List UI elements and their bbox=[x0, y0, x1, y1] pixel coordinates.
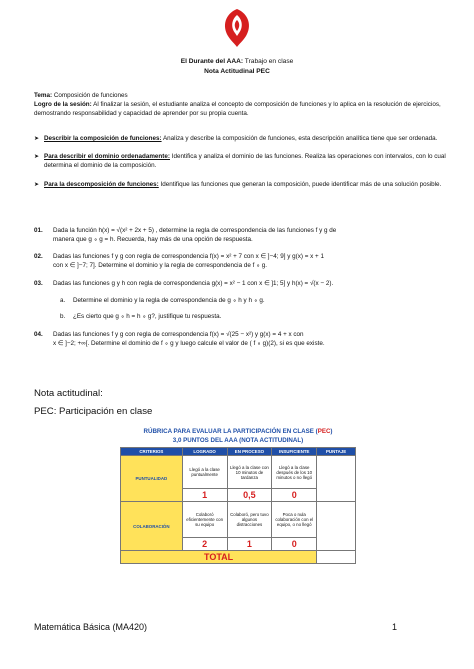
rubric-total: TOTAL bbox=[121, 551, 317, 564]
rubric-cell: Colaboró, pero tuvo algunos distracciones bbox=[227, 502, 272, 538]
rubric-score-cell bbox=[317, 502, 356, 551]
exercise-text: Dada la función h(x) = √(x² + 2x + 5) , determine la regla de correspondencia de las funciones f y g de bbox=[53, 227, 337, 234]
rubric-header-cell: INSUFICIENTE bbox=[272, 448, 317, 456]
rubric-criterion: PUNTUALIDAD bbox=[121, 456, 183, 502]
exercise-text: Dadas las funciones f y g con regla de correspondencia f(x) = x² + 7 con x ∈ ]−4; 9] y g(x) = x + 1 bbox=[53, 253, 324, 260]
rubric-total-row bbox=[121, 551, 356, 564]
exercise-04 bbox=[34, 330, 446, 349]
bullet-title: Para describir el dominio ordenadamente: bbox=[44, 153, 170, 160]
rubric-score-cell bbox=[317, 456, 356, 502]
rubric-score: 1 bbox=[182, 489, 227, 502]
bullet-item bbox=[34, 181, 454, 190]
rubric-header-cell: LOGRADO bbox=[182, 448, 227, 456]
rubric-cell: Llegó a la clase después de los 10 minutos o no llegó bbox=[272, 456, 317, 489]
exercise-02 bbox=[34, 252, 446, 271]
rubric-cell: Poca o nula colaboración con el equipo, o no llegó bbox=[272, 502, 317, 538]
header-activity: El Durante del AAA: bbox=[180, 58, 244, 65]
exercise-number: 03. bbox=[34, 280, 43, 287]
sub-label-a: a. bbox=[60, 297, 66, 304]
header-activity-type: Trabajo en clase bbox=[243, 58, 294, 65]
exercise-text: Dadas las funciones f y g con regla de correspondencia f(x) = √(25 − x²) y g(x) = 4 + x con bbox=[53, 331, 304, 338]
rubric-total-score bbox=[317, 551, 356, 564]
rubric-criterion: COLABORACIÓN bbox=[121, 502, 183, 551]
header-line1 bbox=[0, 58, 474, 65]
arrow-bullet-icon: ➤ bbox=[34, 136, 40, 142]
rubric-score: 2 bbox=[182, 538, 227, 551]
rubric-header-cell: CRITERIOS bbox=[121, 448, 183, 456]
exercise-03 bbox=[34, 279, 446, 288]
rubric-header-row bbox=[121, 448, 356, 456]
exercise-number: 02. bbox=[34, 253, 43, 260]
logro-value: Al finalizar la sesión, el estudiante analiza el concepto de composición de funciones y lo aplica en la resolución de ejercicios, demostrando responsabilidad y capacidad de aprender por su propia cuenta. bbox=[34, 101, 441, 117]
exercise-text-cont: x ∈ ]−2; +∞[. Determine el dominio de f ∘ g y luego calcule el valor de ( f ∘ g)(2), si es que existe. bbox=[53, 340, 325, 348]
rubric-title-close: ) bbox=[330, 428, 333, 435]
footer-course: Matemática Básica (MA420) bbox=[34, 622, 148, 632]
rubric-score: 0,5 bbox=[227, 489, 272, 502]
rubric-subtitle: 3,0 PUNTOS DEL AAA (NOTA ACTITUDINAL) bbox=[172, 437, 304, 444]
rubric-title bbox=[120, 428, 356, 437]
exercise-01 bbox=[34, 226, 446, 245]
rubric-row bbox=[121, 502, 356, 538]
arrow-bullet-icon: ➤ bbox=[34, 154, 40, 160]
rubric-score: 0 bbox=[272, 489, 317, 502]
rubric-header-cell: EN PROCESO bbox=[227, 448, 272, 456]
header-line2: Nota Actitudinal PEC bbox=[204, 68, 270, 75]
bullet-title: Describir la composición de funciones: bbox=[44, 135, 162, 142]
rubric-cell: Colaboró eficientemente con su equipo bbox=[182, 502, 227, 538]
exercise-03b bbox=[60, 312, 440, 321]
bullet-text: Analiza y describe la composición de funciones, esta descripción analítica tiene que ser ordenada. bbox=[161, 135, 438, 142]
sub-label-b: b. bbox=[60, 313, 66, 320]
pec-label: PEC: Participación en clase bbox=[34, 406, 153, 417]
sub-text: Determine el dominio y la regla de correspondencia de g ∘ h y h ∘ g. bbox=[73, 297, 265, 304]
bullet-item bbox=[34, 153, 454, 170]
exercise-text: Dadas las funciones g y h con regla de correspondencia g(x) = x² − 1 con x ∈ ]1; 5] y h(x) = √(x − 2). bbox=[53, 280, 334, 287]
logro bbox=[34, 101, 446, 118]
sub-text: ¿Es cierto que g ∘ h = h ∘ g?, justifique tu respuesta. bbox=[73, 313, 222, 320]
logro-label: Logro de la sesión: bbox=[34, 101, 92, 108]
exercise-text-cont: manera que g ∘ g = h. Recuerda, hay más de una opción de respuesta. bbox=[53, 236, 253, 244]
bullet-text: Identifica y analiza el dominio de las funciones. Realiza las operaciones con intervalos, con lo cual determina el dominio de la composición. bbox=[44, 153, 446, 169]
rubric-row bbox=[121, 456, 356, 489]
nota-actitudinal-label: Nota actitudinal: bbox=[34, 388, 103, 399]
rubric-header-cell: PUNTAJE bbox=[317, 448, 356, 456]
bullet-text: Identifique las funciones que generan la composición, puede identificar más de una solución posible. bbox=[158, 181, 442, 188]
rubric-table bbox=[120, 447, 356, 564]
exercise-number: 04. bbox=[34, 331, 43, 338]
rubric-cell: Llegó a la clase con 10 minutos de tardanza bbox=[227, 456, 272, 489]
exercise-number: 01. bbox=[34, 227, 43, 234]
university-logo bbox=[219, 6, 255, 50]
rubric-title-pec: PEC bbox=[317, 428, 331, 435]
rubric-score: 0 bbox=[272, 538, 317, 551]
bullet-item bbox=[34, 135, 454, 144]
arrow-bullet-icon: ➤ bbox=[34, 182, 40, 188]
tema bbox=[34, 92, 446, 101]
bullet-title: Para la descomposición de funciones: bbox=[44, 181, 159, 188]
rubric-title-text: RÚBRICA PARA EVALUAR LA PARTICIPACIÓN EN CLASE ( bbox=[143, 428, 318, 435]
page-number: 1 bbox=[392, 622, 398, 632]
exercise-03a bbox=[60, 296, 440, 305]
tema-label: Tema: bbox=[34, 92, 53, 99]
rubric-score: 1 bbox=[227, 538, 272, 551]
tema-value: Composición de funciones bbox=[52, 92, 128, 99]
rubric-cell: Llegó a la clase puntualmente bbox=[182, 456, 227, 489]
exercise-text-cont: con x ∈ ]−7; 7]. Determine el dominio y la regla de correspondencia de f ∘ g. bbox=[53, 262, 268, 270]
